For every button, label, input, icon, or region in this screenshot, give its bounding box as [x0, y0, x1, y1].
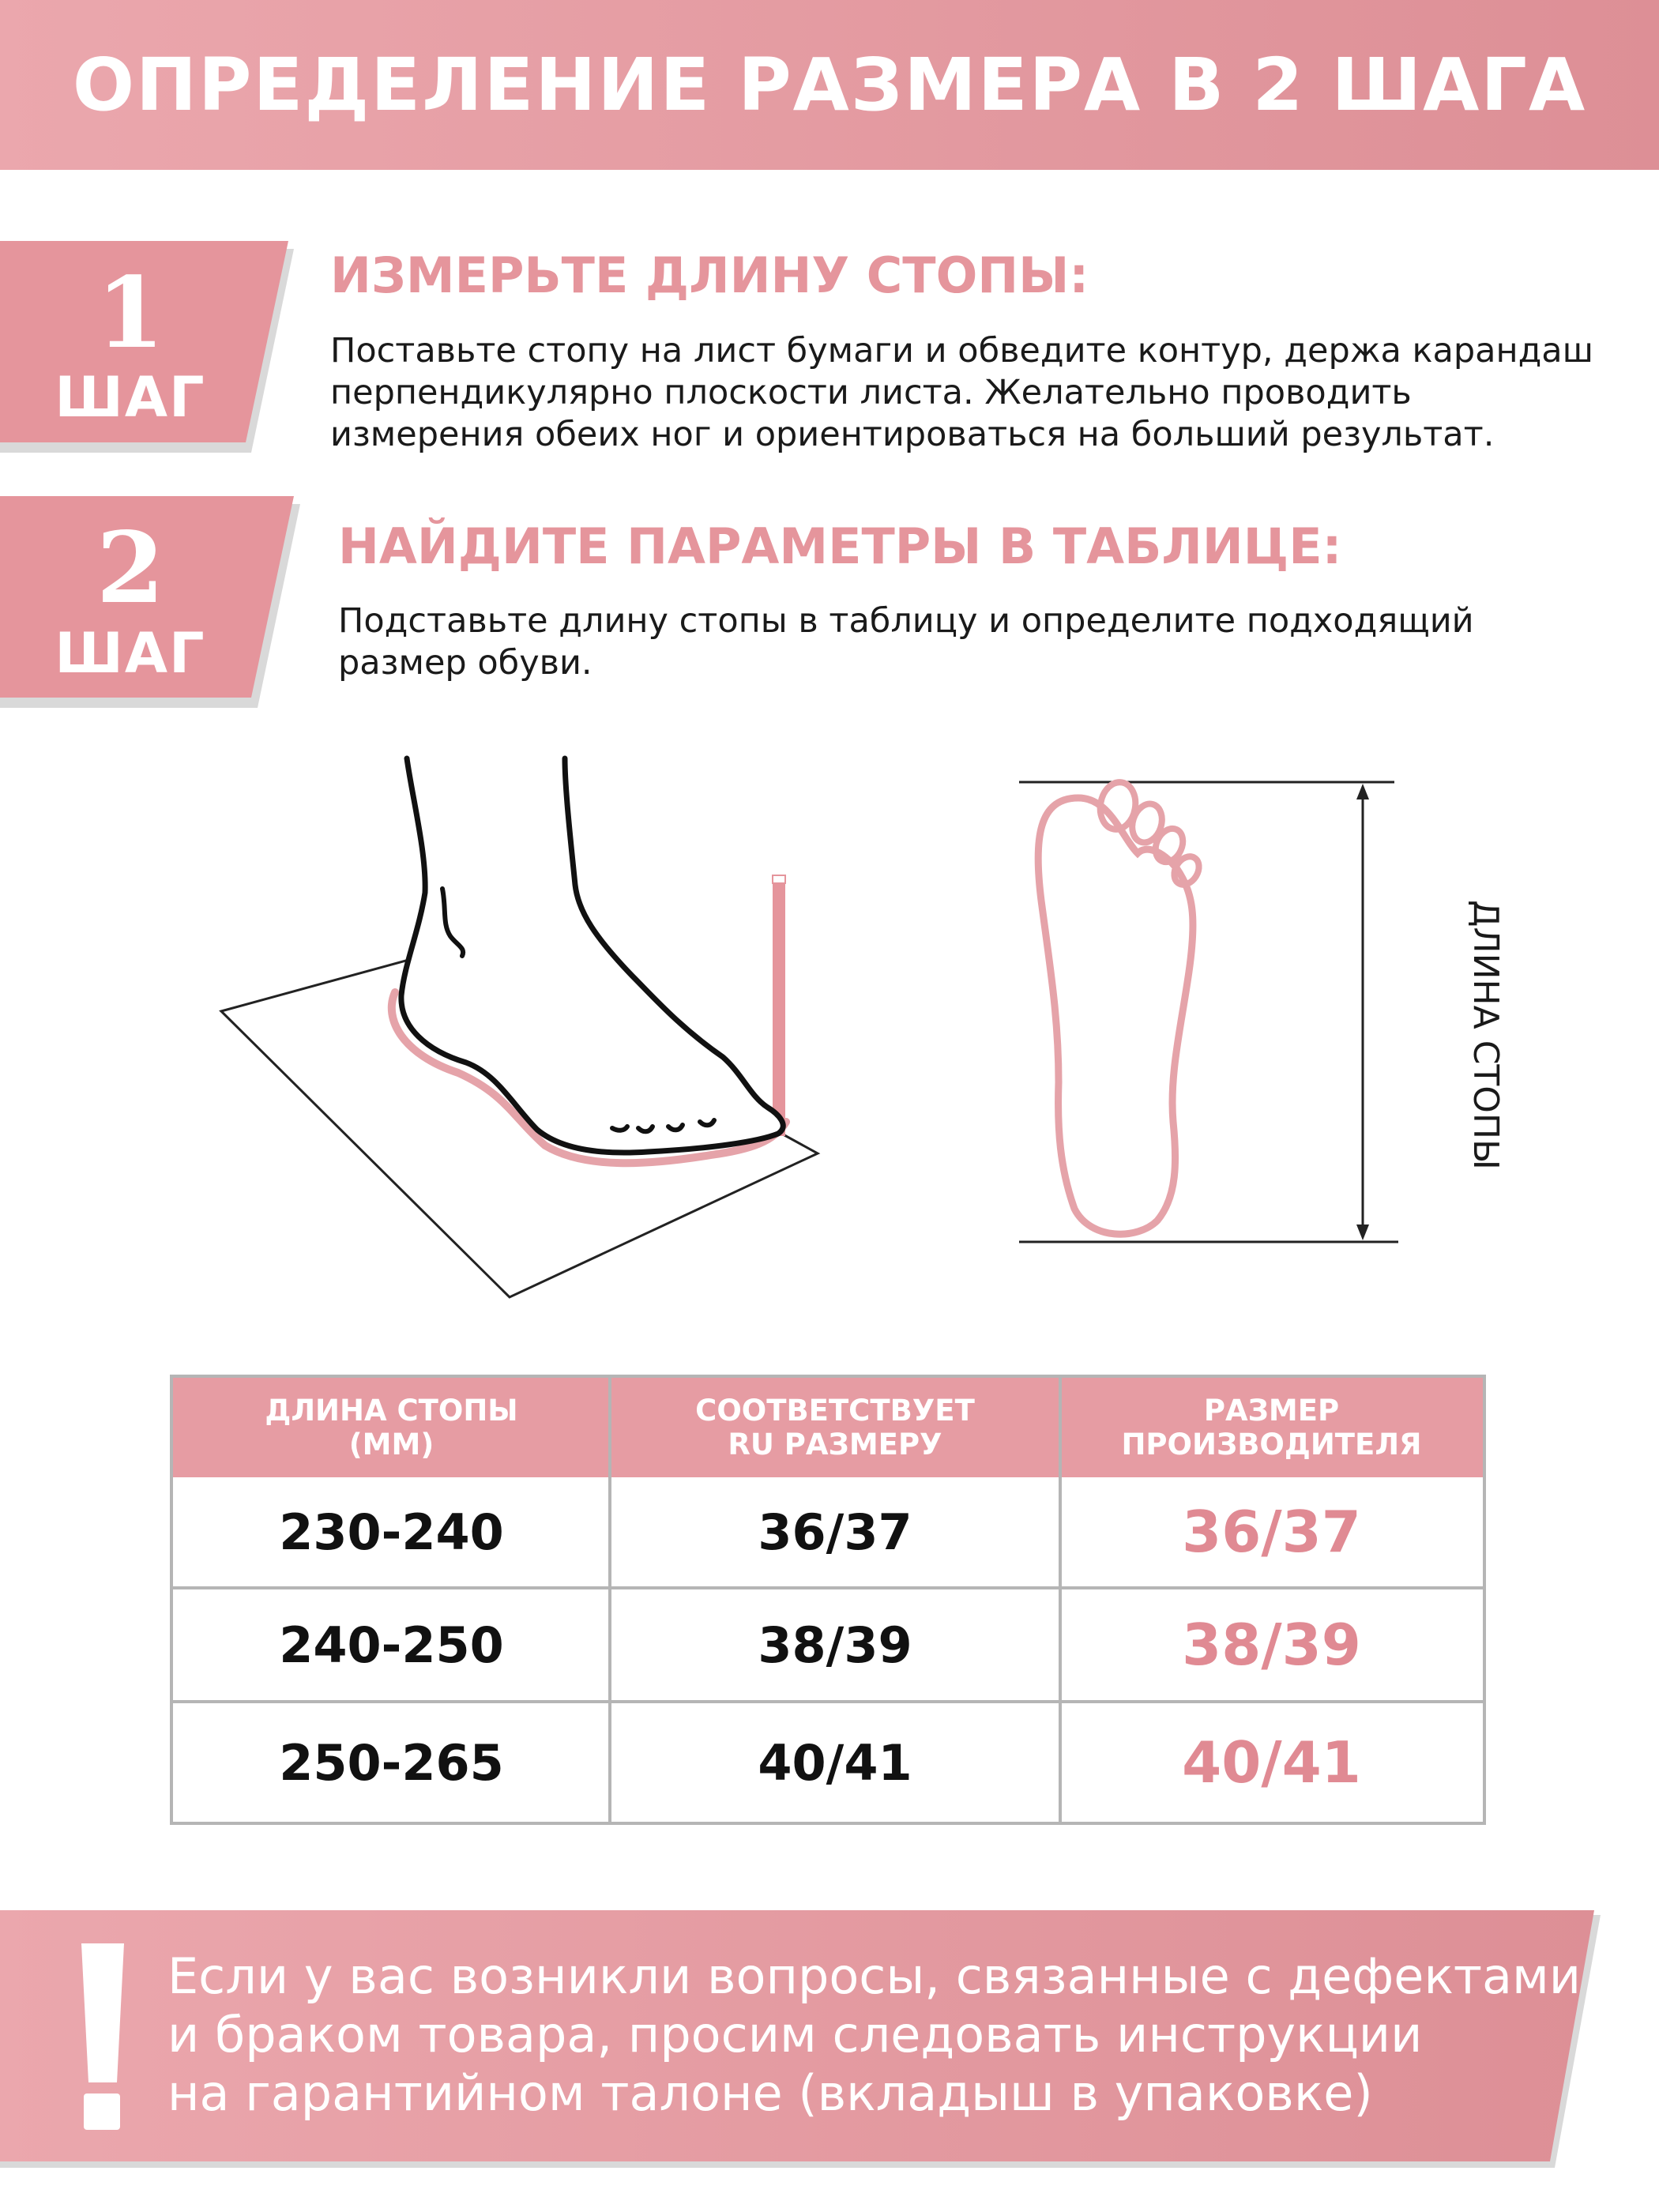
table-cell-ru-size: 38/39	[758, 1616, 912, 1674]
table-cell-manufacturer-size: 38/39	[1182, 1612, 1361, 1678]
step-1-word: ШАГ	[55, 365, 206, 430]
step-2-word: ШАГ	[55, 621, 206, 686]
table-divider	[173, 1700, 1483, 1703]
step-1-text-line: измерения обеих ног и ориентироваться на больший результат.	[330, 415, 1495, 454]
table-header-foot-length: ДЛИНА СТОПЫ (ММ)	[173, 1378, 610, 1477]
table-cell-manufacturer-size: 36/37	[1182, 1499, 1361, 1565]
foot-side-illustration	[205, 743, 837, 1311]
table-cell-ru-size: 36/37	[758, 1503, 912, 1561]
table-divider	[608, 1378, 611, 1822]
table-cell-foot-length: 250-265	[279, 1733, 504, 1792]
step-1-text-line: Поставьте стопу на лист бумаги и обведите контур, держа карандаш	[330, 331, 1593, 371]
step-2-title: НАЙДИТЕ ПАРАМЕТРЫ В ТАБЛИЦЕ:	[338, 517, 1342, 575]
footer-notice	[167, 1947, 1589, 2123]
footer-notice-line: Если у вас возникли вопросы, связанные с дефектами	[167, 1947, 1582, 2005]
step-1-number: 1	[96, 256, 165, 371]
table-divider	[1059, 1378, 1062, 1822]
foot-contour	[401, 758, 783, 1153]
step-2-text-line: размер обуви.	[338, 643, 592, 683]
step-1-text	[330, 330, 1626, 456]
footer-notice-line: и браком товара, просим следовать инструкции	[167, 2006, 1423, 2063]
table-header-ru-size: СООТВЕТСТВУЕТ RU РАЗМЕРУ	[610, 1378, 1060, 1477]
step-1-title: ИЗМЕРЬТЕ ДЛИНУ СТОПЫ:	[330, 246, 1089, 304]
pencil-icon	[773, 877, 785, 1136]
table-cell-manufacturer-size: 40/41	[1182, 1729, 1361, 1796]
footprint-illustration	[1011, 766, 1422, 1256]
foot-length-label: ДЛИНА СТОПЫ	[1465, 900, 1506, 1170]
step-2-text	[338, 600, 1618, 684]
table-cell-ru-size: 40/41	[758, 1733, 912, 1792]
footer-notice-line: на гарантийном талоне (вкладыш в упаковке)	[167, 2064, 1373, 2122]
table-cell-foot-length: 230-240	[279, 1503, 504, 1561]
page-title: ОПРЕДЕЛЕНИЕ РАЗМЕРА В 2 ШАГА	[72, 43, 1587, 127]
step-1-text-line: перпендикулярно плоскости листа. Желательно проводить	[330, 373, 1412, 412]
table-cell-foot-length: 240-250	[279, 1616, 504, 1674]
step-2-text-line: Подставьте длину стопы в таблицу и определите подходящий	[338, 601, 1474, 641]
exclamation-icon	[81, 1943, 124, 2130]
step-2-number: 2	[96, 511, 165, 626]
table-divider	[173, 1586, 1483, 1589]
table-header-manufacturer-size: РАЗМЕР ПРОИЗВОДИТЕЛЯ	[1060, 1378, 1483, 1477]
size-table	[170, 1375, 1486, 1825]
